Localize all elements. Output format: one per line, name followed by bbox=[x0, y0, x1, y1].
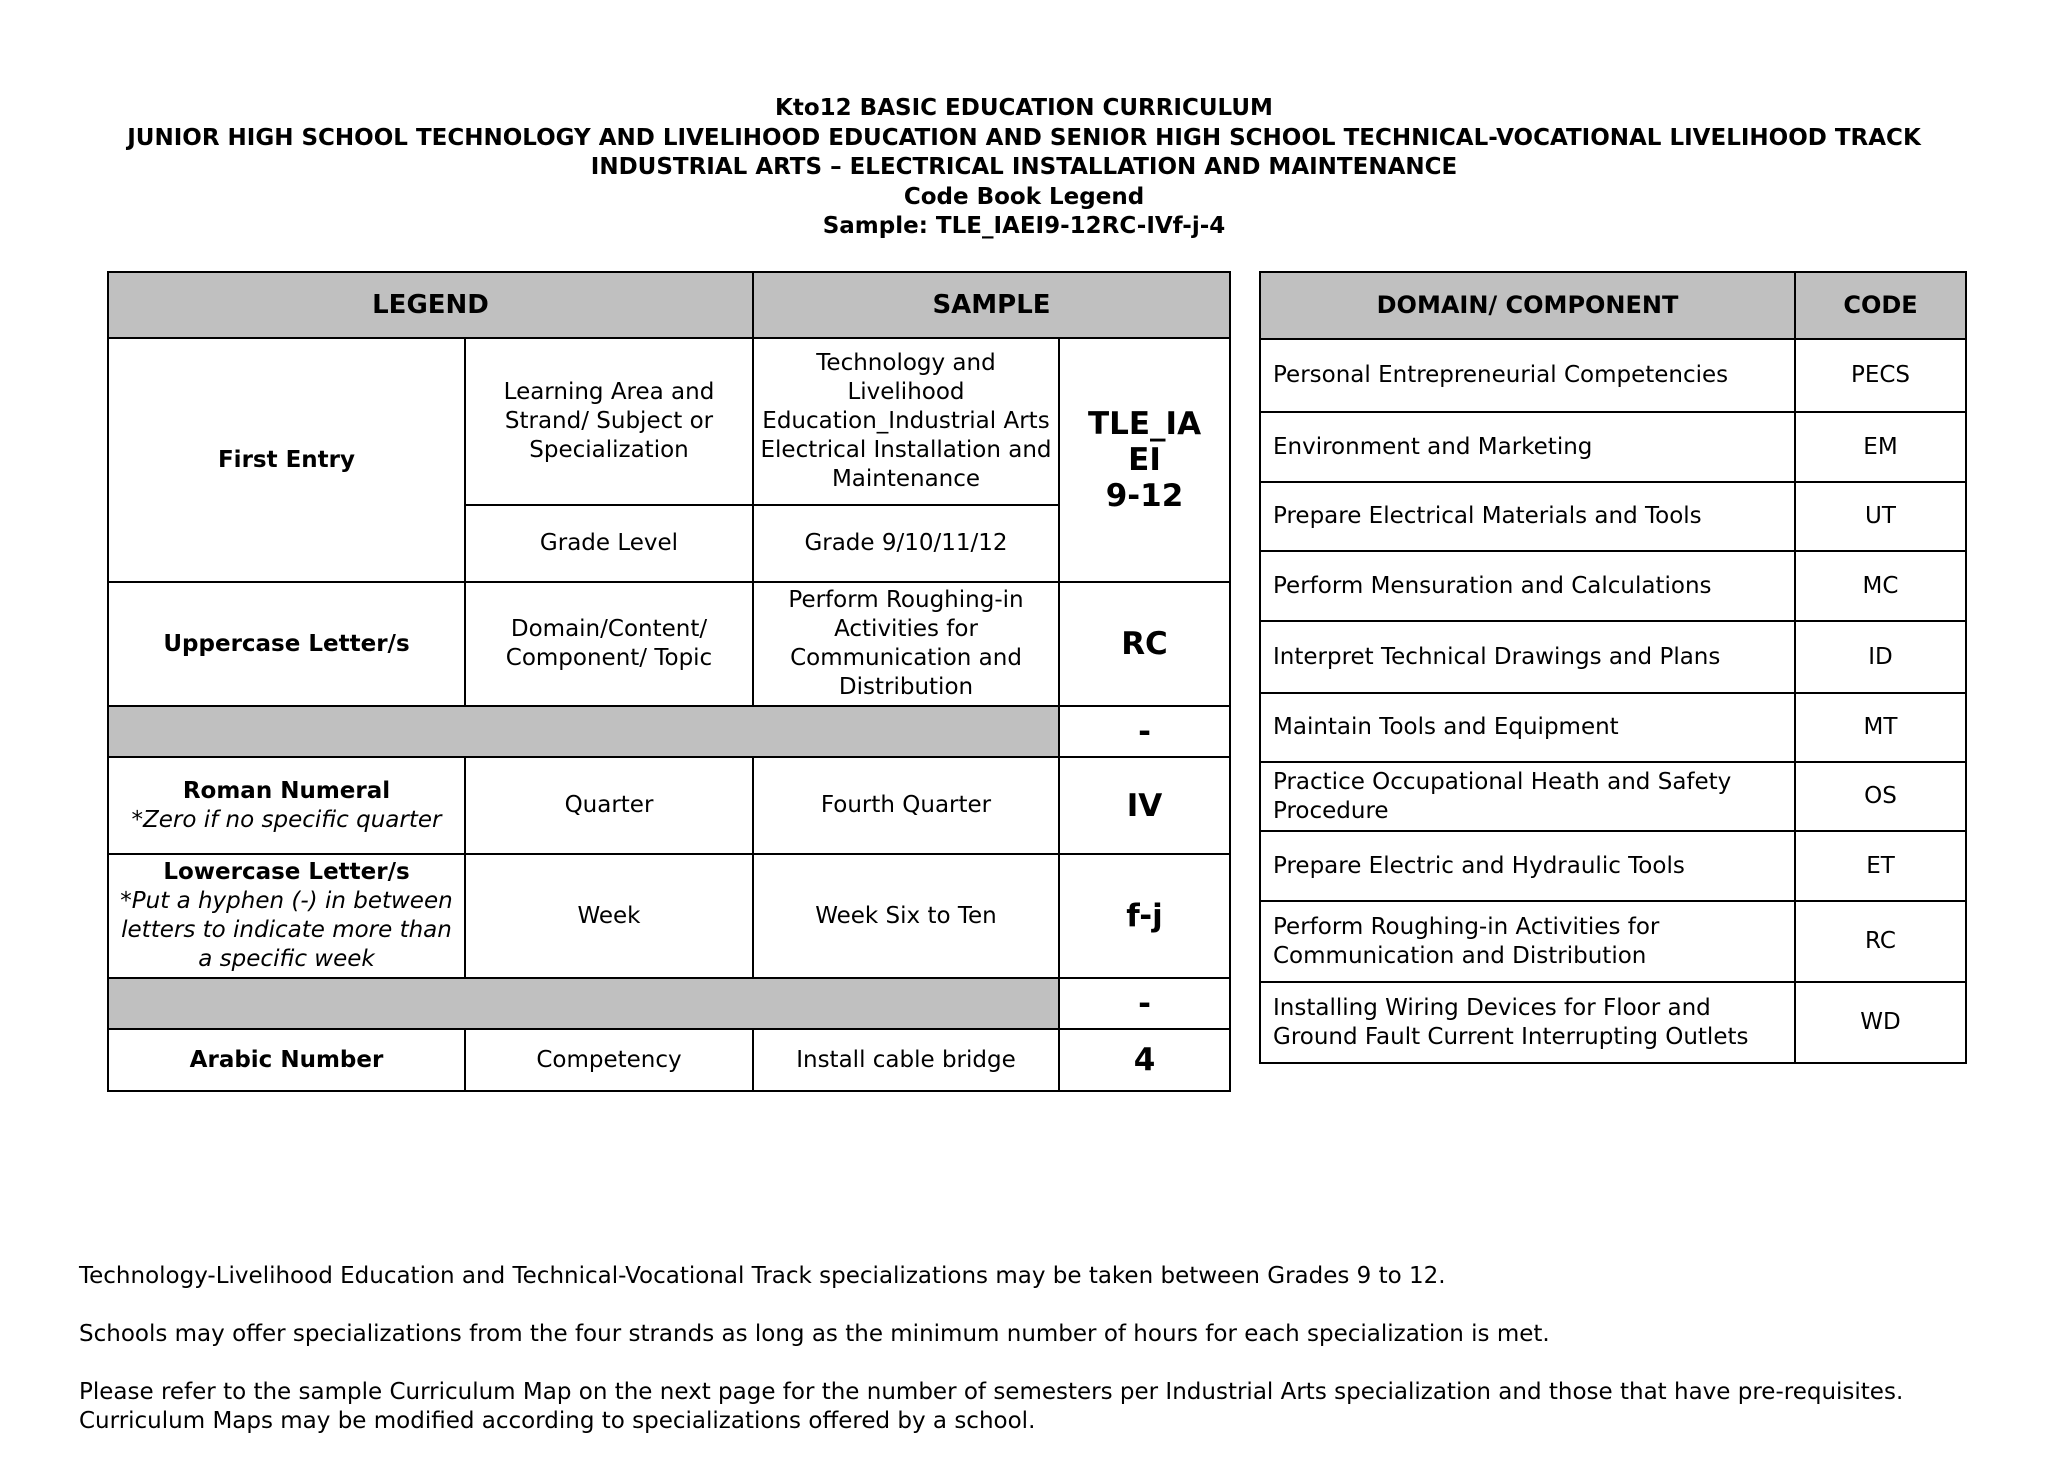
lowercase-label-cell bbox=[108, 854, 465, 978]
roman-desc: Quarter bbox=[465, 757, 753, 854]
header-line-sample: Sample: TLE_IAEI9-12RC-IVf-j-4 bbox=[822, 213, 1226, 239]
arabic-label: Arabic Number bbox=[108, 1029, 465, 1091]
separator-hyphen-1: - bbox=[1059, 706, 1230, 757]
header-line-curriculum: Kto12 BASIC EDUCATION CURRICULUM bbox=[775, 95, 1273, 121]
header-line-codebook: Code Book Legend bbox=[903, 183, 1145, 210]
roman-sample: Fourth Quarter bbox=[753, 757, 1059, 854]
legend-header: LEGEND bbox=[108, 272, 753, 338]
legend-table bbox=[107, 271, 1231, 1092]
domain-code: ID bbox=[1795, 621, 1966, 693]
domain-header: DOMAIN/ COMPONENT bbox=[1260, 272, 1795, 339]
document-header bbox=[0, 94, 2048, 242]
lowercase-label: Lowercase Letter/s bbox=[163, 859, 410, 885]
table-row bbox=[1260, 982, 1966, 1063]
lowercase-desc: Week bbox=[465, 854, 753, 978]
code-header: CODE bbox=[1795, 272, 1966, 339]
table-row bbox=[1260, 482, 1966, 551]
grade-level-sample: Grade 9/10/11/12 bbox=[753, 505, 1059, 582]
arabic-sample: Install cable bridge bbox=[753, 1029, 1059, 1091]
domain-code: MT bbox=[1795, 693, 1966, 762]
domain-code: OS bbox=[1795, 762, 1966, 831]
domain-name: Installing Wiring Devices for Floor and Ground Fault Current Interrupting Outlets bbox=[1260, 982, 1795, 1063]
domain-code: MC bbox=[1795, 551, 1966, 621]
table-row bbox=[1260, 621, 1966, 693]
grade-level-desc: Grade Level bbox=[465, 505, 753, 582]
table-row bbox=[1260, 901, 1966, 982]
domain-name: Perform Mensuration and Calculations bbox=[1260, 551, 1795, 621]
note-paragraph: Schools may offer specializations from the four strands as long as the minimum number of hours for each specialization is met. bbox=[79, 1321, 1550, 1347]
table-row bbox=[1260, 762, 1966, 831]
roman-code: IV bbox=[1059, 757, 1230, 854]
lowercase-code: f-j bbox=[1059, 854, 1230, 978]
domain-code: PECS bbox=[1795, 339, 1966, 412]
first-entry-code-line3: 9-12 bbox=[1105, 478, 1184, 514]
domain-name: Prepare Electric and Hydraulic Tools bbox=[1260, 831, 1795, 901]
domain-name: Perform Roughing-in Activities for Communication and Distribution bbox=[1260, 901, 1795, 982]
domain-name: Environment and Marketing bbox=[1260, 412, 1795, 482]
header-line-program: JUNIOR HIGH SCHOOL TECHNOLOGY AND LIVELIHOOD EDUCATION AND SENIOR HIGH SCHOOL TECHNICAL-VOCATIONAL LIVELIHOOD TRACK bbox=[127, 124, 1921, 151]
domain-code: RC bbox=[1795, 901, 1966, 982]
table-row bbox=[1260, 831, 1966, 901]
sample-header: SAMPLE bbox=[753, 272, 1230, 338]
first-entry-sample: Technology and Livelihood Education_Industrial Arts Electrical Installation and Maintenance bbox=[753, 338, 1059, 505]
roman-note: *Zero if no specific quarter bbox=[131, 806, 442, 833]
roman-label: Roman Numeral bbox=[182, 777, 391, 804]
roman-label-cell bbox=[108, 757, 465, 854]
lowercase-note: *Put a hyphen (-) in between letters to indicate more than a specific week bbox=[120, 888, 453, 972]
first-entry-code-line2: EI bbox=[1128, 442, 1161, 478]
domain-name: Maintain Tools and Equipment bbox=[1260, 693, 1795, 762]
note-paragraph: Technology-Livelihood Education and Technical-Vocational Track specializations may be taken between Grades 9 to 12. bbox=[79, 1263, 1446, 1289]
domain-name: Practice Occupational Heath and Safety Procedure bbox=[1260, 762, 1795, 831]
lowercase-sample: Week Six to Ten bbox=[753, 854, 1059, 978]
domain-code: ET bbox=[1795, 831, 1966, 901]
note-paragraph: Please refer to the sample Curriculum Map on the next page for the number of semesters per Industrial Arts specialization and those that have pre-requisites. Curriculum Maps may be modified according to specializations offered by a school. bbox=[79, 1379, 1904, 1434]
domain-code: UT bbox=[1795, 482, 1966, 551]
arabic-desc: Competency bbox=[465, 1029, 753, 1091]
uppercase-desc: Domain/Content/ Component/ Topic bbox=[465, 582, 753, 706]
domain-code: EM bbox=[1795, 412, 1966, 482]
first-entry-desc: Learning Area and Strand/ Subject or Specialization bbox=[465, 338, 753, 505]
domain-table bbox=[1259, 271, 1967, 1064]
uppercase-code: RC bbox=[1059, 582, 1230, 706]
domain-name: Personal Entrepreneurial Competencies bbox=[1260, 339, 1795, 412]
uppercase-label: Uppercase Letter/s bbox=[108, 582, 465, 706]
separator-row-2 bbox=[108, 978, 1059, 1029]
uppercase-sample: Perform Roughing-in Activities for Communication and Distribution bbox=[753, 582, 1059, 706]
domain-code: WD bbox=[1795, 982, 1966, 1063]
table-row bbox=[1260, 551, 1966, 621]
table-row bbox=[1260, 693, 1966, 762]
table-row bbox=[1260, 412, 1966, 482]
domain-name: Prepare Electrical Materials and Tools bbox=[1260, 482, 1795, 551]
arabic-code: 4 bbox=[1059, 1029, 1230, 1091]
separator-hyphen-2: - bbox=[1059, 978, 1230, 1029]
notes-section bbox=[79, 1262, 1979, 1465]
first-entry-code bbox=[1059, 338, 1230, 582]
first-entry-code-line1: TLE_IA bbox=[1087, 406, 1202, 442]
header-line-specialization: INDUSTRIAL ARTS – ELECTRICAL INSTALLATION AND MAINTENANCE bbox=[590, 154, 1458, 180]
table-row bbox=[1260, 339, 1966, 412]
first-entry-label: First Entry bbox=[108, 338, 465, 582]
domain-name: Interpret Technical Drawings and Plans bbox=[1260, 621, 1795, 693]
separator-row-1 bbox=[108, 706, 1059, 757]
